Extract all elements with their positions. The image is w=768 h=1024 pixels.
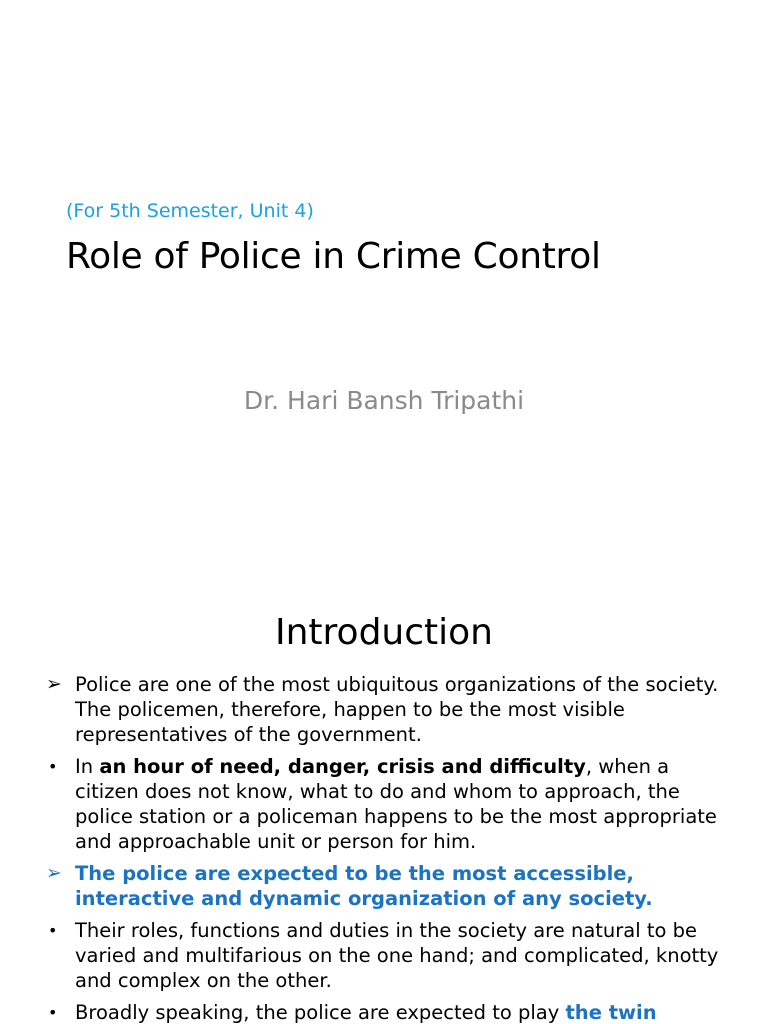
bullet-text-bold: an hour of need, danger, crisis and difficulty [99, 755, 586, 778]
bullet-item [46, 861, 726, 911]
bullet-text [75, 1000, 726, 1024]
bullet-text: Their roles, functions and duties in the society are natural to be varied and multifarious on the one hand; and complicated, knotty and complex on the other. [75, 919, 719, 992]
arrow-bullet-icon: ➢ [46, 673, 62, 695]
dot-bullet-icon: • [48, 757, 58, 776]
bullet-text [75, 754, 726, 854]
introduction-slide [0, 576, 768, 1024]
bullet-text-end: , when a citizen does not know, what to do and whom to approach, the police station or a policeman happens to be the most appropriate and approachable unit or person for him. [75, 755, 717, 853]
bullet-text-highlight: the twin [565, 1001, 657, 1024]
bullet-item [46, 1000, 726, 1024]
bullet-item [46, 754, 726, 854]
course-subtitle: (For 5th Semester, Unit 4) [66, 200, 314, 222]
dot-bullet-icon: • [48, 921, 58, 940]
bullet-list [46, 672, 726, 1024]
bullet-item [46, 672, 726, 747]
bullet-text-highlight: The police are expected to be the most accessible, interactive and dynamic organization of any society. [75, 862, 653, 910]
bullet-text: Police are one of the most ubiquitous organizations of the society. The policemen, therefore, happen to be the most visible representatives of the government. [75, 673, 719, 746]
slide-title: Role of Police in Crime Control [66, 236, 601, 277]
bullet-text-start: Broadly speaking, the police are expected to play [75, 1001, 566, 1024]
bullet-item [46, 918, 726, 993]
author-name: Dr. Hari Bansh Tripathi [243, 386, 525, 415]
arrow-bullet-icon: ➢ [46, 862, 62, 884]
introduction-heading: Introduction [274, 612, 493, 653]
bullet-text-start: In [75, 755, 100, 778]
dot-bullet-icon: • [48, 1003, 58, 1022]
